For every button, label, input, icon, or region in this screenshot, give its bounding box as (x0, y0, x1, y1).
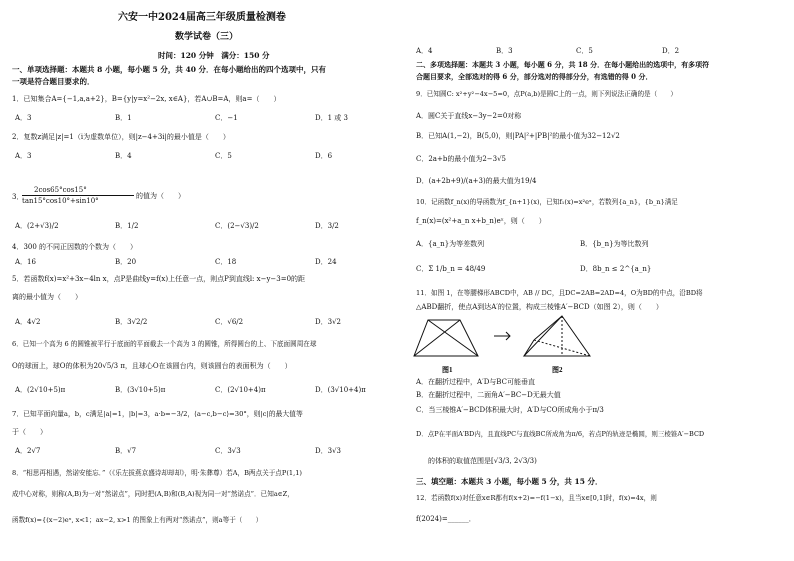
question-5-cont: 离的最小值为（ ） (12, 293, 82, 301)
q3-option-a: A．(2+√3)/2 (15, 222, 59, 230)
q5-option-b: B．3√2/2 (115, 318, 148, 326)
q9-option-c: C．2a+b的最小值为2−3√5 (416, 155, 507, 163)
q9-option-b: B．已知A(1,−2)，B(5,0)，则|PA|²+|PB|²的最小值为32−12√2 (416, 132, 620, 140)
q3-option-d: D．3/2 (315, 222, 339, 230)
figure-1-trapezoid (414, 320, 478, 356)
q3-option-b: B．1/2 (115, 222, 139, 230)
q1-option-a: A．3 (15, 114, 32, 122)
q9-option-a: A．圆C关于直线x−3y−2=0对称 (416, 112, 522, 120)
q4-option-a: A．16 (15, 258, 36, 266)
exam-title: 六安一中2024届高三年级质量检测卷 (118, 12, 286, 23)
q5-option-d: D．3√2 (315, 318, 341, 326)
q8-option-b: B．3 (496, 47, 513, 55)
q8-option-a: A．4 (416, 47, 433, 55)
q7-option-d: D．3√3 (315, 447, 341, 455)
q1-option-c: C．−1 (215, 114, 238, 122)
q7-option-b: B．√7 (115, 447, 137, 455)
q1-option-d: D．1 或 3 (315, 114, 348, 122)
question-12-cont: f(2024)=______． (416, 515, 476, 523)
question-5: 5．若函数f(x)=x²+3x−4ln x，点P是曲线y=f(x)上任意一点，则点P到直线l: x−y−3=0的距 (12, 275, 306, 283)
figure-2-caption: 图2 (552, 366, 563, 374)
q4-option-b: B．20 (115, 258, 137, 266)
q2-option-d: D．6 (315, 152, 333, 160)
question-4: 4．300 的不同正因数的个数为（ ） (12, 243, 138, 251)
q11-option-a: A．在翻折过程中，A′D与BC可能垂直 (416, 378, 535, 386)
question-6: 6．已知一个高为 6 的圆锥被平行于底面的平面截去一个高为 3 的圆锥，所得圆台的上、下底面圆周在球 (12, 340, 317, 348)
q6-option-d: D．(3√10+4)π (315, 386, 366, 394)
q2-option-a: A．3 (15, 152, 32, 160)
q2-option-b: B．4 (115, 152, 132, 160)
question-8-function: 函数f(x)={(x−2)eˣ, x<1；ax−2, x>1 的图象上有两对“然诺点”，则a等于（ ） (12, 516, 263, 524)
question-3-label: 3． (12, 193, 24, 201)
q9-option-d: D．(a+2b+9)/(a+3)的最大值为19/4 (416, 177, 537, 185)
figure-2-tetrahedron (524, 316, 590, 356)
question-7: 7．已知平面向量a，b，c满足|a|=1，|b|=3，a·b=−3/2，⟨a−c,b−c⟩=30°，则|c|的最大值等 (12, 410, 303, 418)
q11-option-c: C．当三棱锥A′−BCD体积最大时，A′D与CO所成角小于π/3 (416, 406, 604, 414)
q7-option-a: A．2√7 (15, 447, 41, 455)
question-8-cont: 成中心对称，则称(A,B)为一对“然诺点”，同时把(A,B)和(B,A)视为同一对“然诺点”．已知a∈Z， (12, 490, 294, 498)
q6-option-c: C．(2√10+4)π (215, 386, 266, 394)
q10-option-b: B．{b_n}为等比数列 (580, 240, 649, 248)
question-12: 12．若函数f(x)对任意x∈R都有f(x+2)=−f(1−x)，且当x∈[0,1]时，f(x)=4x，则 (416, 494, 657, 502)
section-1-heading: 一、单项选择题：本题共 8 小题，每小题 5 分，共 40 分．在每小题给出的四个选项中，只有 (12, 65, 327, 74)
q3-denominator: tan15°cos10°+sin10° (22, 197, 99, 205)
q4-option-d: D．24 (315, 258, 337, 266)
q5-option-c: C．√6/2 (215, 318, 244, 326)
time-score: 时间：120 分钟 满分：150 分 (158, 51, 270, 60)
q3-tail: 的值为（ ） (136, 192, 185, 200)
question-10-cont: f_n(x)=(x²+a_n x+b_n)eˣ，则（ ） (416, 217, 546, 225)
trapezoid-figures (412, 314, 602, 376)
section-3-heading: 三、填空题：本题共 3 小题，每小题 5 分，共 15 分． (416, 477, 603, 486)
question-2: 2．复数z满足|z|=1（i为虚数单位），则|z−4+3i|的最小值是（ ） (12, 133, 230, 141)
q2-option-c: C．5 (215, 152, 232, 160)
question-11-cont: △ABD翻折，使点A到达A′的位置，构成三棱锥A′−BCD（如图 2），则（ ） (416, 303, 663, 311)
q5-option-a: A．4√2 (15, 318, 41, 326)
q7-option-c: C．3√3 (215, 447, 241, 455)
question-7-cont: 于（ ） (12, 428, 47, 436)
figure-1-caption: 图1 (442, 366, 453, 374)
section-1-heading-cont: 一项是符合题目要求的． (12, 77, 95, 86)
question-8: 8．“相思再相遇，然诺安能忘．”（《乐左拔燕京盛诗却却却》，明·朱彝尊）若A，B两点关于点P(1,1) (12, 469, 302, 477)
q11-option-d-cont: 的体积的取值范围是[√3/3, 2√3/3) (428, 457, 537, 465)
arrow-icon (494, 332, 510, 340)
q1-option-b: B．1 (115, 114, 132, 122)
q11-option-b: B．在翻折过程中，二面角A′−BC−D无最大值 (416, 391, 561, 399)
q11-option-d: D．点P在平面A′BD内，且直线PC与直线BC所成角为π/6，若点P的轨迹是椭圆，则三棱锥A′−BCD (416, 430, 705, 438)
section-2-heading: 二、多项选择题：本题共 3 小题，每小题 6 分，共 18 分．在每小题给出的选项中，有多项符 (416, 60, 710, 69)
q3-option-c: C．(2−√3)/2 (215, 222, 259, 230)
q10-option-c: C．Σ 1/b_n = 48/49 (416, 265, 486, 273)
q8-option-c: C．5 (576, 47, 593, 55)
q8-option-d: D．2 (662, 47, 680, 55)
question-1: 1．已知集合A={−1,a,a+2}，B={y|y=x²−2x, x∈A}，若A∪B=A，则a=（ ） (12, 95, 281, 103)
q4-option-c: C．18 (215, 258, 237, 266)
q3-fraction-bar (22, 195, 134, 196)
question-10: 10．记函数f_n(x)的导函数为f_{n+1}(x)，已知f₁(x)=x²eˣ，若数列{a_n}，{b_n}满足 (416, 198, 679, 206)
q10-option-d: D．8b_n ≤ 2^{a_n} (580, 265, 652, 273)
q6-option-b: B．(3√10+5)π (115, 386, 166, 394)
question-9: 9．已知圆C: x²+y²−4x−5=0，点P(a,b)是圆C上的一点，则下列说法正确的是（ ） (416, 90, 678, 98)
q6-option-a: A．(2√10+5)π (15, 386, 66, 394)
q3-numerator: 2cos65°cos15° (34, 186, 87, 194)
q10-option-a: A．{a_n}为等差数列 (416, 240, 485, 248)
section-2-heading-cont: 合题目要求，全部选对的得 6 分，部分选对的得部分分，有选错的得 0 分． (416, 72, 653, 81)
question-11: 11．如图 1，在等腰梯形ABCD中，AB // DC，且DC=2AB=2AD=4，O为BD的中点，沿BD将 (416, 289, 703, 297)
exam-subtitle: 数学试卷（三） (175, 32, 239, 42)
question-6-cont: O的球面上，球O的体积为20√5/3 π，且球心O在该圆台内，则该圆台的表面积为（ ） (12, 362, 292, 370)
